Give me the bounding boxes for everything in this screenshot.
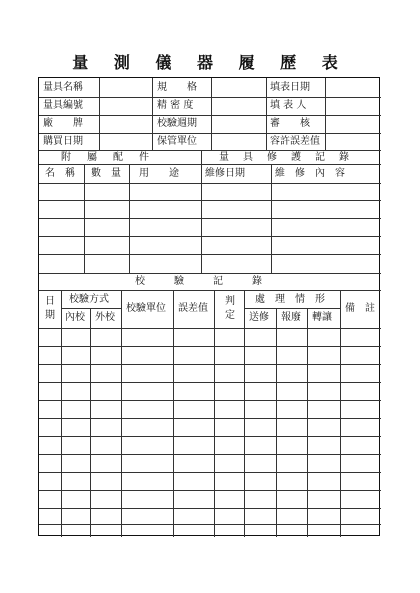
col-divider: [325, 78, 326, 150]
row-divider: [39, 328, 381, 329]
row-divider: [39, 472, 381, 473]
row-divider: [39, 183, 381, 184]
header-split: [61, 308, 121, 309]
col-divider: [307, 308, 308, 537]
row-divider: [39, 382, 381, 383]
gauge-no-label: 量具編號: [43, 100, 83, 111]
spec-label: 規 格: [157, 82, 197, 93]
row-divider: [39, 290, 381, 291]
tolerance-label: 容許誤差值: [270, 136, 320, 147]
cal-col-scrap: 報廢: [281, 312, 301, 323]
row-divider: [39, 115, 381, 116]
col-divider: [152, 78, 153, 150]
rep-col-date: 維修日期: [205, 168, 245, 179]
review-label: 審 核: [270, 118, 310, 129]
cal-col-method: 校驗方式: [69, 294, 109, 305]
row-divider: [39, 436, 381, 437]
col-divider: [266, 78, 267, 150]
row-divider: [39, 400, 381, 401]
history-form-table: [38, 77, 380, 536]
row-divider: [39, 364, 381, 365]
acc-col-qty: 數 量: [91, 168, 121, 179]
cal-cycle-label: 校驗週期: [157, 118, 197, 129]
row-divider: [39, 273, 381, 274]
filler-label: 填 表 人: [270, 100, 307, 111]
acc-col-name: 名 稱: [45, 168, 75, 179]
cal-col-error: 誤差值: [178, 303, 208, 314]
col-divider: [276, 308, 277, 537]
cal-col-handling: 處 理 情 形: [255, 294, 325, 305]
header-split: [244, 308, 340, 309]
row-divider: [39, 524, 381, 525]
row-divider: [39, 200, 381, 201]
cal-col-internal: 內校: [65, 312, 85, 323]
row-divider: [39, 164, 381, 165]
acc-col-use: 用 途: [139, 168, 179, 179]
row-divider: [39, 133, 381, 134]
cal-col-transfer: 轉讓: [312, 312, 332, 323]
row-divider: [39, 150, 381, 151]
row-divider: [39, 346, 381, 347]
form-title: 量 測 儀 器 履 歷 表: [72, 53, 348, 72]
custodian-label: 保管單位: [157, 136, 197, 147]
col-divider: [211, 78, 212, 150]
purchase-date-label: 購買日期: [43, 136, 83, 147]
cal-col-external: 外校: [95, 312, 115, 323]
cal-col-repair: 送修: [249, 312, 269, 323]
row-divider: [39, 236, 381, 237]
col-divider: [99, 78, 100, 150]
fill-date-label: 填表日期: [270, 82, 310, 93]
cal-col-date: 日 期: [45, 296, 55, 321]
row-divider: [39, 418, 381, 419]
maker-label: 廠 牌: [43, 118, 83, 129]
row-divider: [39, 490, 381, 491]
accessories-heading: 附 屬 配 件: [61, 152, 152, 163]
precision-label: 精 密 度: [157, 100, 194, 111]
gauge-name-label: 量具名稱: [43, 82, 83, 93]
cal-col-remarks: 備 註: [345, 303, 375, 314]
row-divider: [39, 97, 381, 98]
row-divider: [39, 254, 381, 255]
cal-col-unit: 校驗單位: [126, 303, 166, 314]
row-divider: [39, 454, 381, 455]
calibration-heading: 校 驗 記 錄: [135, 276, 265, 287]
row-divider: [39, 218, 381, 219]
cal-col-judge: 判 定: [225, 296, 235, 321]
row-divider: [39, 508, 381, 509]
rep-col-content: 維 修 內 容: [275, 168, 345, 179]
repair-heading: 量 具 修 護 記 錄: [219, 152, 351, 163]
col-divider: [90, 308, 91, 537]
